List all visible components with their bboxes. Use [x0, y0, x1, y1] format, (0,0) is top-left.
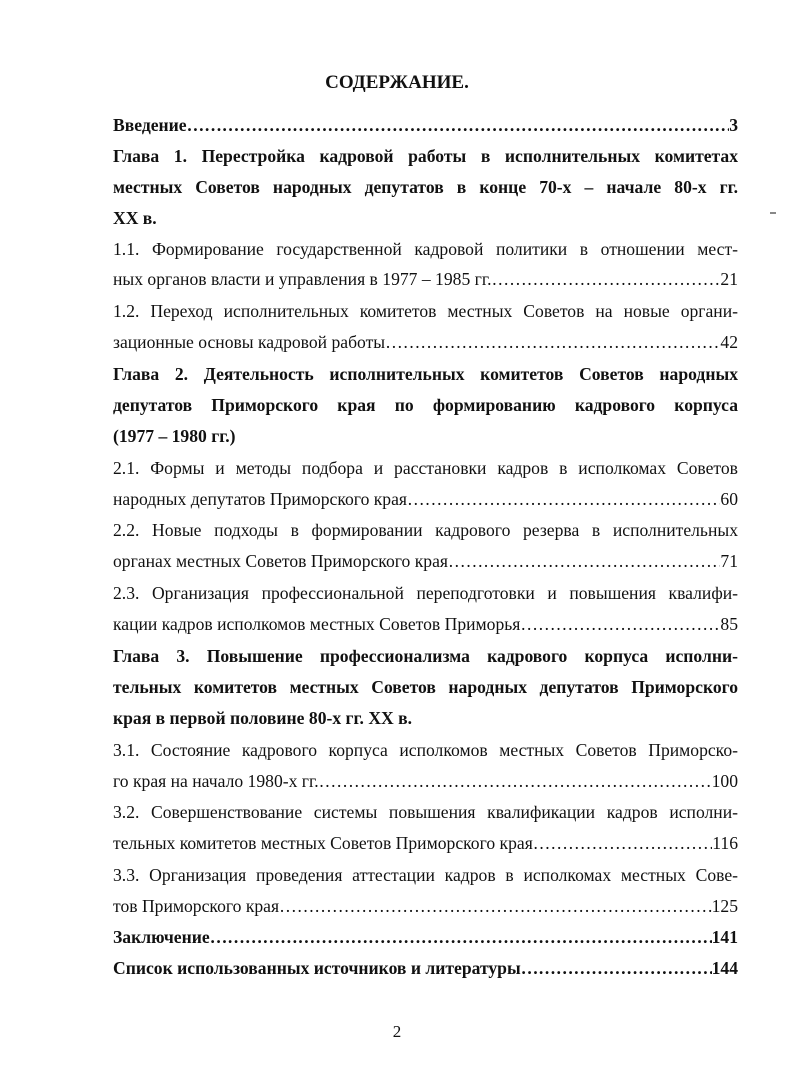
- toc-section-1-1-line-1: 1.1. Формирование государственной кадровой политики в отношении мест-: [113, 239, 738, 259]
- toc-page-number: 21: [720, 269, 738, 289]
- toc-entry-conclusion[interactable]: [113, 926, 738, 948]
- toc-entry-label: Список использованных источников и литературы: [113, 958, 521, 978]
- toc-section-1-2-line-1: 1.2. Переход исполнительных комитетов местных Советов на новые органи-: [113, 301, 738, 321]
- toc-page-number: 85: [720, 614, 738, 634]
- toc-chapter-1-line-1: Глава 1. Перестройка кадровой работы в исполнительных комитетах: [113, 146, 738, 166]
- toc-page-number: 141: [711, 927, 738, 947]
- toc-section-3-3-line-1: 3.3. Организация проведения аттестации кадров в исполкомах местных Сове-: [113, 865, 738, 885]
- toc-chapter-3-line-2: тельных комитетов местных Советов народных депутатов Приморского: [113, 677, 738, 697]
- toc-page-number: 144: [711, 958, 738, 978]
- toc-page-number: 60: [720, 489, 738, 509]
- toc-chapter-2-line-2: депутатов Приморского края по формированию кадрового корпуса: [113, 395, 738, 415]
- toc-entry-label: Заключение: [113, 927, 210, 947]
- toc-chapter-3-line-3: края в первой половине 80-х гг. XX в.: [113, 708, 413, 728]
- toc-page-number: 42: [720, 332, 738, 352]
- toc-section-3-2[interactable]: [113, 832, 738, 854]
- toc-chapter-1-line-3: XX в.: [113, 208, 157, 228]
- toc-chapter-3-line-1: Глава 3. Повышение профессионализма кадрового корпуса исполни-: [113, 646, 738, 666]
- toc-entry-intro[interactable]: [113, 114, 738, 136]
- toc-entry-label: народных депутатов Приморского края: [113, 489, 408, 509]
- toc-entry-bibliography[interactable]: [113, 957, 738, 979]
- toc-section-3-1[interactable]: [113, 770, 738, 792]
- page-number: 2: [392, 1022, 402, 1041]
- toc-page-number: 100: [711, 771, 738, 791]
- toc-entry-label: ных органов власти и управления в 1977 – 1985 гг.: [113, 269, 492, 289]
- toc-page-number: 71: [720, 551, 738, 571]
- toc-section-3-1-line-1: 3.1. Состояние кадрового корпуса исполкомов местных Советов Приморско-: [113, 740, 738, 760]
- scan-speck: [770, 212, 776, 214]
- toc-section-2-2-line-1: 2.2. Новые подходы в формировании кадрового резерва в исполнительных: [113, 520, 738, 540]
- toc-section-2-1[interactable]: [113, 488, 738, 510]
- toc-chapter-1-line-2: местных Советов народных депутатов в конце 70-х – начале 80-х гг.: [113, 177, 738, 197]
- toc-entry-label: го края на начало 1980-х гг.: [113, 771, 319, 791]
- toc-entry-label: тельных комитетов местных Советов Приморского края: [113, 833, 533, 853]
- toc-section-1-2[interactable]: [113, 331, 738, 353]
- toc-entry-label: кации кадров исполкомов местных Советов Приморья: [113, 614, 521, 634]
- toc-entry-label: органах местных Советов Приморского края: [113, 551, 448, 571]
- toc-entry-label: Введение: [113, 115, 187, 135]
- toc-chapter-2-line-3: (1977 – 1980 гг.): [113, 426, 236, 446]
- toc-page-number: 3: [729, 115, 738, 135]
- toc-section-1-1[interactable]: [113, 268, 738, 290]
- toc-section-2-1-line-1: 2.1. Формы и методы подбора и расстановки кадров в исполкомах Советов: [113, 458, 738, 478]
- toc-section-2-2[interactable]: [113, 550, 738, 572]
- toc-section-2-3-line-1: 2.3. Организация профессиональной переподготовки и повышения квалифи-: [113, 583, 738, 603]
- toc-entry-label: зационные основы кадровой работы: [113, 332, 386, 352]
- toc-page-number: 116: [712, 833, 738, 853]
- toc-page-number: 125: [711, 896, 738, 916]
- toc-section-3-2-line-1: 3.2. Совершенствование системы повышения квалификации кадров исполни-: [113, 802, 738, 822]
- toc-chapter-2-line-1: Глава 2. Деятельность исполнительных комитетов Советов народных: [113, 364, 738, 384]
- toc-entry-label: тов Приморского края: [113, 896, 280, 916]
- toc-section-2-3[interactable]: [113, 613, 738, 635]
- toc-section-3-3[interactable]: [113, 895, 738, 917]
- page-title: СОДЕРЖАНИЕ.: [325, 72, 469, 93]
